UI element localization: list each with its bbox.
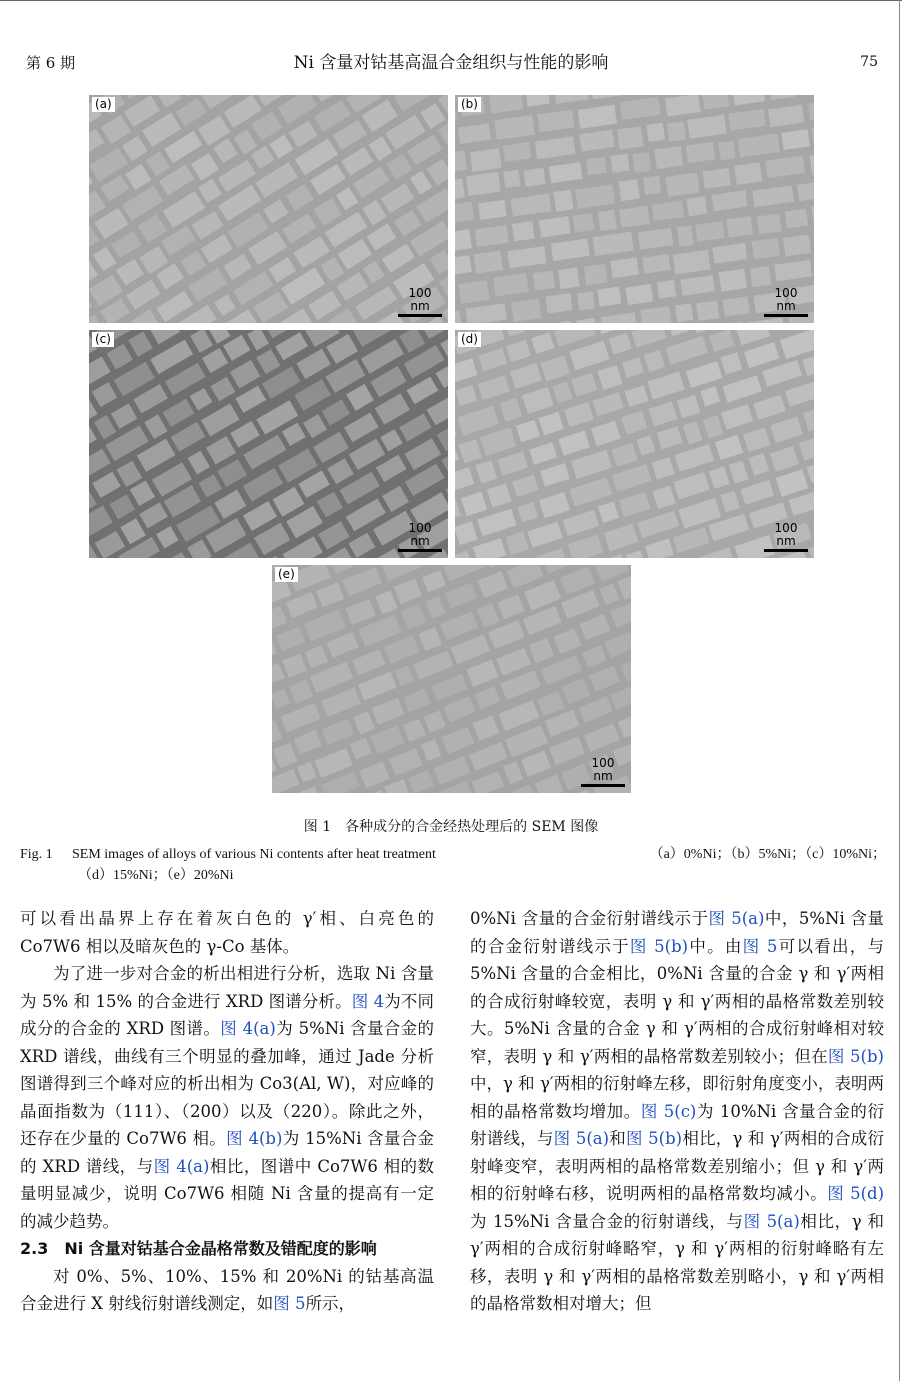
sem-panel-a — [89, 95, 448, 323]
scale-bar-label: 100 nm — [774, 521, 798, 548]
panel-label: (b) — [458, 97, 481, 112]
figure-link[interactable]: 图 5(b) — [625, 1129, 683, 1148]
sem-micrograph — [89, 330, 448, 558]
figure-link[interactable]: 图 5(d) — [827, 1184, 885, 1203]
figure-link[interactable]: 图 5(b) — [629, 936, 689, 956]
paragraph: 可以看出晶界上存在着灰白色的 γ′相、白亮色的 Co7W6 相以及暗灰色的 γ-Co 基体。 — [20, 909, 434, 956]
figure-link[interactable]: 图 4(a) — [153, 1156, 210, 1176]
paragraph: 对 0%、5%、10%、15% 和 20%Ni 的钴基高温合金进行 X 射线衍射谱线测定，如图 5所示， — [20, 1266, 434, 1313]
left-column — [20, 905, 434, 1318]
sem-panel-e — [272, 565, 631, 793]
figure-link[interactable]: 图 4(b) — [226, 1129, 283, 1148]
scale-bar-label: 100 nm — [408, 521, 432, 548]
sem-panel-b — [455, 95, 814, 323]
panel-label: (e) — [275, 567, 298, 582]
figure-link[interactable]: 图 5(c) — [640, 1101, 697, 1121]
right-column — [470, 905, 884, 1318]
figure-link[interactable]: 图 5(a) — [553, 1129, 610, 1148]
figure-link[interactable]: 图 4 — [351, 991, 385, 1011]
top-rule — [0, 0, 902, 1]
sem-panel-c — [89, 330, 448, 558]
figure-link[interactable]: 图 4(a) — [220, 1019, 276, 1038]
caption-items-2: （d）15%Ni；（e）20%Ni — [78, 868, 234, 883]
panel-label: (a) — [92, 97, 115, 112]
caption-items: （a）0%Ni；（b）5%Ni；（c）10%Ni； — [649, 847, 886, 862]
scale-bar — [764, 287, 808, 317]
sem-micrograph — [272, 565, 631, 793]
paragraph: 为了进一步对合金的析出相进行分析，选取 Ni 含量为 5% 和 15% 的合金进行 XRD 图谱分析。图 4为不同成分的合金的 XRD 图谱。图 4(a)为 5%Ni 含量合金的 XRD 谱线，曲线有三个明显的叠加峰，通过 Jade 分析图谱得到三个峰对应的析出相为 Co3(Al, W)，对应峰的晶面指数为（111）、（200）以及（220）。除此之外，还存在少量的 Co7W6 相。图 4(b)为 15%Ni 含量合金的 XRD 谱线，与图 4(a)相比，图谱中 Co7W6 相的数量明显减少，说明 Co7W6 相随 Ni 含量的提高有一定的减少趋势。 — [20, 964, 435, 1231]
paragraph: 0%Ni 含量的合金衍射谱线示于图 5(a)中，5%Ni 含量的合金衍射谱线示于图 5(b)中。由图 5可以看出，与 5%Ni 含量的合金相比，0%Ni 含量的合金 γ 和 γ′两相的合成衍射峰较宽，表明 γ 和 γ′两相的晶格常数差别较大。5%Ni 含量的合金 γ 和 γ′两相的合成衍射峰相对较窄，表明 γ 和 γ′两相的晶格常数差别较小；但在图 5(b)中，γ 和 γ′两相的衍射峰左移，即衍射角度变小，表明两相的晶格常数均增加。图 5(c)为 10%Ni 含量合金的衍射谱线，与图 5(a)和图 5(b)相比，γ 和 γ′两相的合成衍射峰变窄，表明两相的晶格常数差别缩小；但 γ 和 γ′两相的衍射峰右移，说明两相的晶格常数均减小。图 5(d)为 15%Ni 含量合金的衍射谱线，与图 5(a)相比，γ 和 γ′两相的合成衍射峰略窄，γ 和 γ′两相的衍射峰略有左移，表明 γ 和 γ′两相的晶格常数差别略小，γ 和 γ′两相的晶格常数相对增大；但 — [470, 909, 885, 1313]
sem-micrograph — [455, 330, 814, 558]
figure-link[interactable]: 图 5(b) — [827, 1046, 884, 1066]
sem-micrograph — [89, 95, 448, 323]
panel-label: (d) — [458, 332, 481, 347]
caption-text: SEM images of alloys of various Ni contents after heat treatment — [72, 847, 436, 862]
scale-bar — [398, 287, 442, 317]
running-header — [0, 44, 902, 78]
scale-bar — [764, 522, 808, 552]
figure-link[interactable]: 图 5(a) — [743, 1211, 800, 1231]
sem-panel-d — [455, 330, 814, 558]
scale-bar — [581, 757, 625, 787]
scale-bar-label: 100 nm — [774, 286, 798, 313]
scale-bar-label: 100 nm — [408, 286, 432, 313]
scale-bar — [398, 522, 442, 552]
figure-link[interactable]: 图 5 — [742, 936, 778, 956]
figure-link[interactable]: 图 5 — [273, 1294, 306, 1313]
page-number: 75 — [860, 54, 878, 70]
figure-caption-en — [20, 844, 886, 886]
caption-label: Fig. 1 — [20, 847, 53, 862]
panel-label: (c) — [92, 332, 114, 347]
right-margin-rule — [899, 0, 900, 1381]
issue-number: 第 6 期 — [26, 54, 76, 72]
sem-micrograph — [455, 95, 814, 323]
figure-link[interactable]: 图 5(a) — [708, 909, 765, 928]
running-title: Ni 含量对钴基高温合金组织与性能的影响 — [293, 53, 609, 73]
scale-bar-label: 100 nm — [591, 756, 615, 783]
figure-caption-cn: 图 1 各种成分的合金经热处理后的 SEM 图像 — [303, 819, 599, 835]
section-heading: 2.3 Ni 含量对钴基合金晶格常数及错配度的影响 — [20, 1239, 377, 1258]
